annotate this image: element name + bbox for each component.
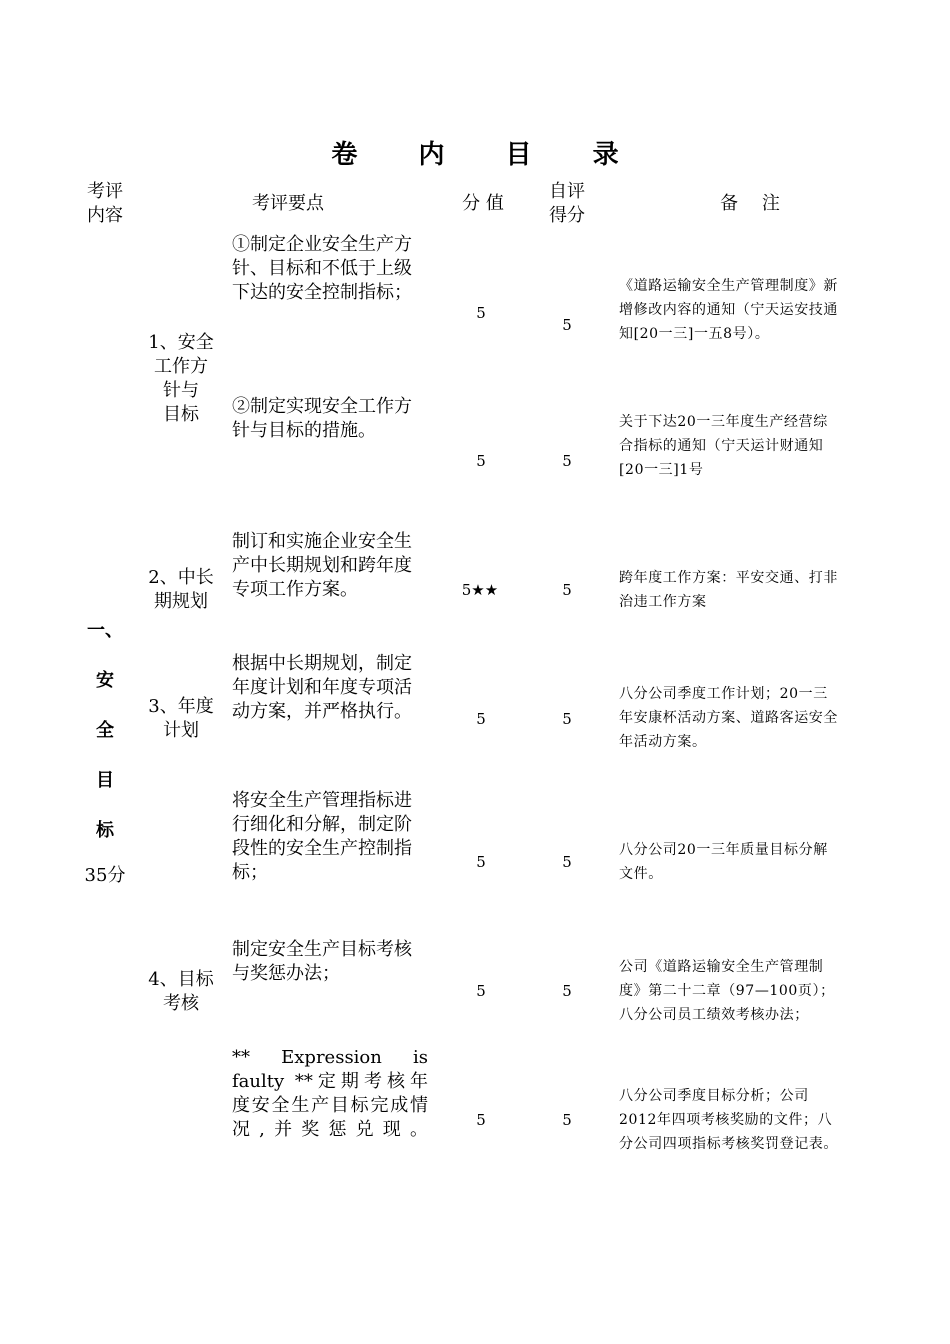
category-char-4: 标 <box>96 820 114 841</box>
row-3-note <box>619 566 875 614</box>
point-line: 将安全生产管理指标进 <box>232 790 412 811</box>
category-char-2: 全 <box>96 720 114 741</box>
item-1-line: 针与 <box>163 380 199 401</box>
row-5-self-score: 5 <box>562 853 572 871</box>
row-1-point <box>232 233 432 305</box>
note-line: 公司《道路运输安全生产管理制 <box>619 959 824 975</box>
header-content-line2: 内容 <box>87 205 123 226</box>
row-6-self-score: 5 <box>562 982 572 1000</box>
row-3-self-score: 5 <box>562 581 572 599</box>
header-self-line1: 自评 <box>549 181 585 202</box>
row-2-point <box>232 395 432 443</box>
point-line: 根据中长期规划，制定 <box>232 653 412 674</box>
row-5-point <box>232 789 432 885</box>
note-line: 跨年度工作方案：平安交通、打非 <box>619 570 838 586</box>
row-1-note <box>619 274 875 346</box>
note-line: 年活动方案。 <box>619 734 707 750</box>
note-line: 八分公司季度目标分析；公司 <box>619 1088 809 1104</box>
row-6-note <box>619 955 875 1027</box>
header-self-line2: 得分 <box>549 205 585 226</box>
item-3-line: 3、年度 <box>148 696 214 717</box>
note-line: 关于下达20一三年度生产经营综 <box>619 414 828 430</box>
item-2 <box>141 566 221 614</box>
point-line: 制定安全生产目标考核 <box>232 939 412 960</box>
row-6-score: 5 <box>476 982 486 1000</box>
point-line: 针、目标和不低于上级 <box>232 258 412 279</box>
category-char-1: 安 <box>96 670 114 691</box>
item-1 <box>141 331 221 427</box>
note-line: 治违工作方案 <box>619 594 707 610</box>
item-4-line: 考核 <box>163 993 199 1014</box>
point-line: 况,并奖惩兑现。 <box>232 1119 428 1140</box>
point-line: ②制定实现安全工作方 <box>232 396 412 417</box>
header-content <box>70 180 140 228</box>
header-self-score <box>537 180 597 228</box>
note-line: 八分公司员工绩效考核办法； <box>619 1007 809 1023</box>
note-line: 分公司四项指标考核奖罚登记表。 <box>619 1136 838 1152</box>
point-line: ** Expression is <box>232 1047 428 1068</box>
item-1-line: 1、安全 <box>148 332 214 353</box>
item-3 <box>141 695 221 743</box>
row-7-score: 5 <box>476 1111 486 1129</box>
note-line: [20一三]1号 <box>619 462 704 478</box>
point-line: 产中长期规划和跨年度 <box>232 555 412 576</box>
row-3-score: 5★★ <box>461 581 499 599</box>
row-4-self-score: 5 <box>562 710 572 728</box>
row-4-score: 5 <box>476 710 486 728</box>
note-line: 《道路运输安全生产管理制度》新 <box>619 278 838 294</box>
item-1-line: 工作方 <box>154 356 208 377</box>
point-line: 标； <box>232 862 268 883</box>
note-line: 合指标的通知（宁天运计财通知 <box>619 438 824 454</box>
row-4-point <box>232 652 432 724</box>
point-line: 度安全生产目标完成情 <box>232 1095 428 1116</box>
point-line: 制订和实施企业安全生 <box>232 531 412 552</box>
note-line: 文件。 <box>619 866 663 882</box>
row-2-note <box>619 410 875 482</box>
point-line: 针与目标的措施。 <box>232 420 376 441</box>
item-4-line: 4、目标 <box>148 969 214 990</box>
point-line: 动方案，并严格执行。 <box>232 701 412 722</box>
row-2-score: 5 <box>476 452 486 470</box>
item-1-line: 目标 <box>163 404 199 425</box>
row-3-point <box>232 530 432 602</box>
row-6-point <box>232 938 432 986</box>
note-line: 年安康杯活动方案、道路客运安全 <box>619 710 838 726</box>
item-2-line: 2、中长 <box>148 567 214 588</box>
row-7-self-score: 5 <box>562 1111 572 1129</box>
header-points: 考评要点 <box>252 193 324 214</box>
header-notes: 备 注 <box>720 193 780 214</box>
item-4 <box>141 968 221 1016</box>
row-4-note <box>619 682 875 754</box>
row-7-point <box>232 1046 428 1142</box>
note-line: 2012年四项考核奖励的文件；八 <box>619 1112 833 1128</box>
row-2-self-score: 5 <box>562 452 572 470</box>
point-line: ①制定企业安全生产方 <box>232 234 412 255</box>
category-total: 35分 <box>84 865 126 886</box>
category-number: 一、 <box>87 620 123 641</box>
point-line: 下达的安全控制指标； <box>232 282 412 303</box>
point-line: 年度计划和年度专项活 <box>232 677 412 698</box>
note-line: 度》第二十二章（97—100页）； <box>619 983 835 999</box>
item-3-line: 计划 <box>163 720 199 741</box>
point-line: 专项工作方案。 <box>232 579 358 600</box>
header-score: 分 值 <box>462 193 504 214</box>
row-1-self-score: 5 <box>562 316 572 334</box>
header-content-line1: 考评 <box>87 181 123 202</box>
note-line: 增修改内容的通知（宁天运安技通 <box>619 302 838 318</box>
point-line: 与奖惩办法； <box>232 963 340 984</box>
note-line: 八分公司20一三年质量目标分解 <box>619 842 828 858</box>
item-2-line: 期规划 <box>154 591 208 612</box>
page-title: 卷 内 目 录 <box>331 140 645 170</box>
point-line: faulty **定期考核年 <box>232 1071 428 1092</box>
row-1-score: 5 <box>476 304 486 322</box>
note-line: 八分公司季度工作计划；20一三 <box>619 686 828 702</box>
point-line: 段性的安全生产控制指 <box>232 838 412 859</box>
row-5-note <box>619 838 875 886</box>
row-7-note <box>619 1084 875 1156</box>
category-char-3: 目 <box>96 770 114 791</box>
row-5-score: 5 <box>476 853 486 871</box>
note-line: 知[20一三]一五8号）。 <box>619 326 770 342</box>
point-line: 行细化和分解，制定阶 <box>232 814 412 835</box>
